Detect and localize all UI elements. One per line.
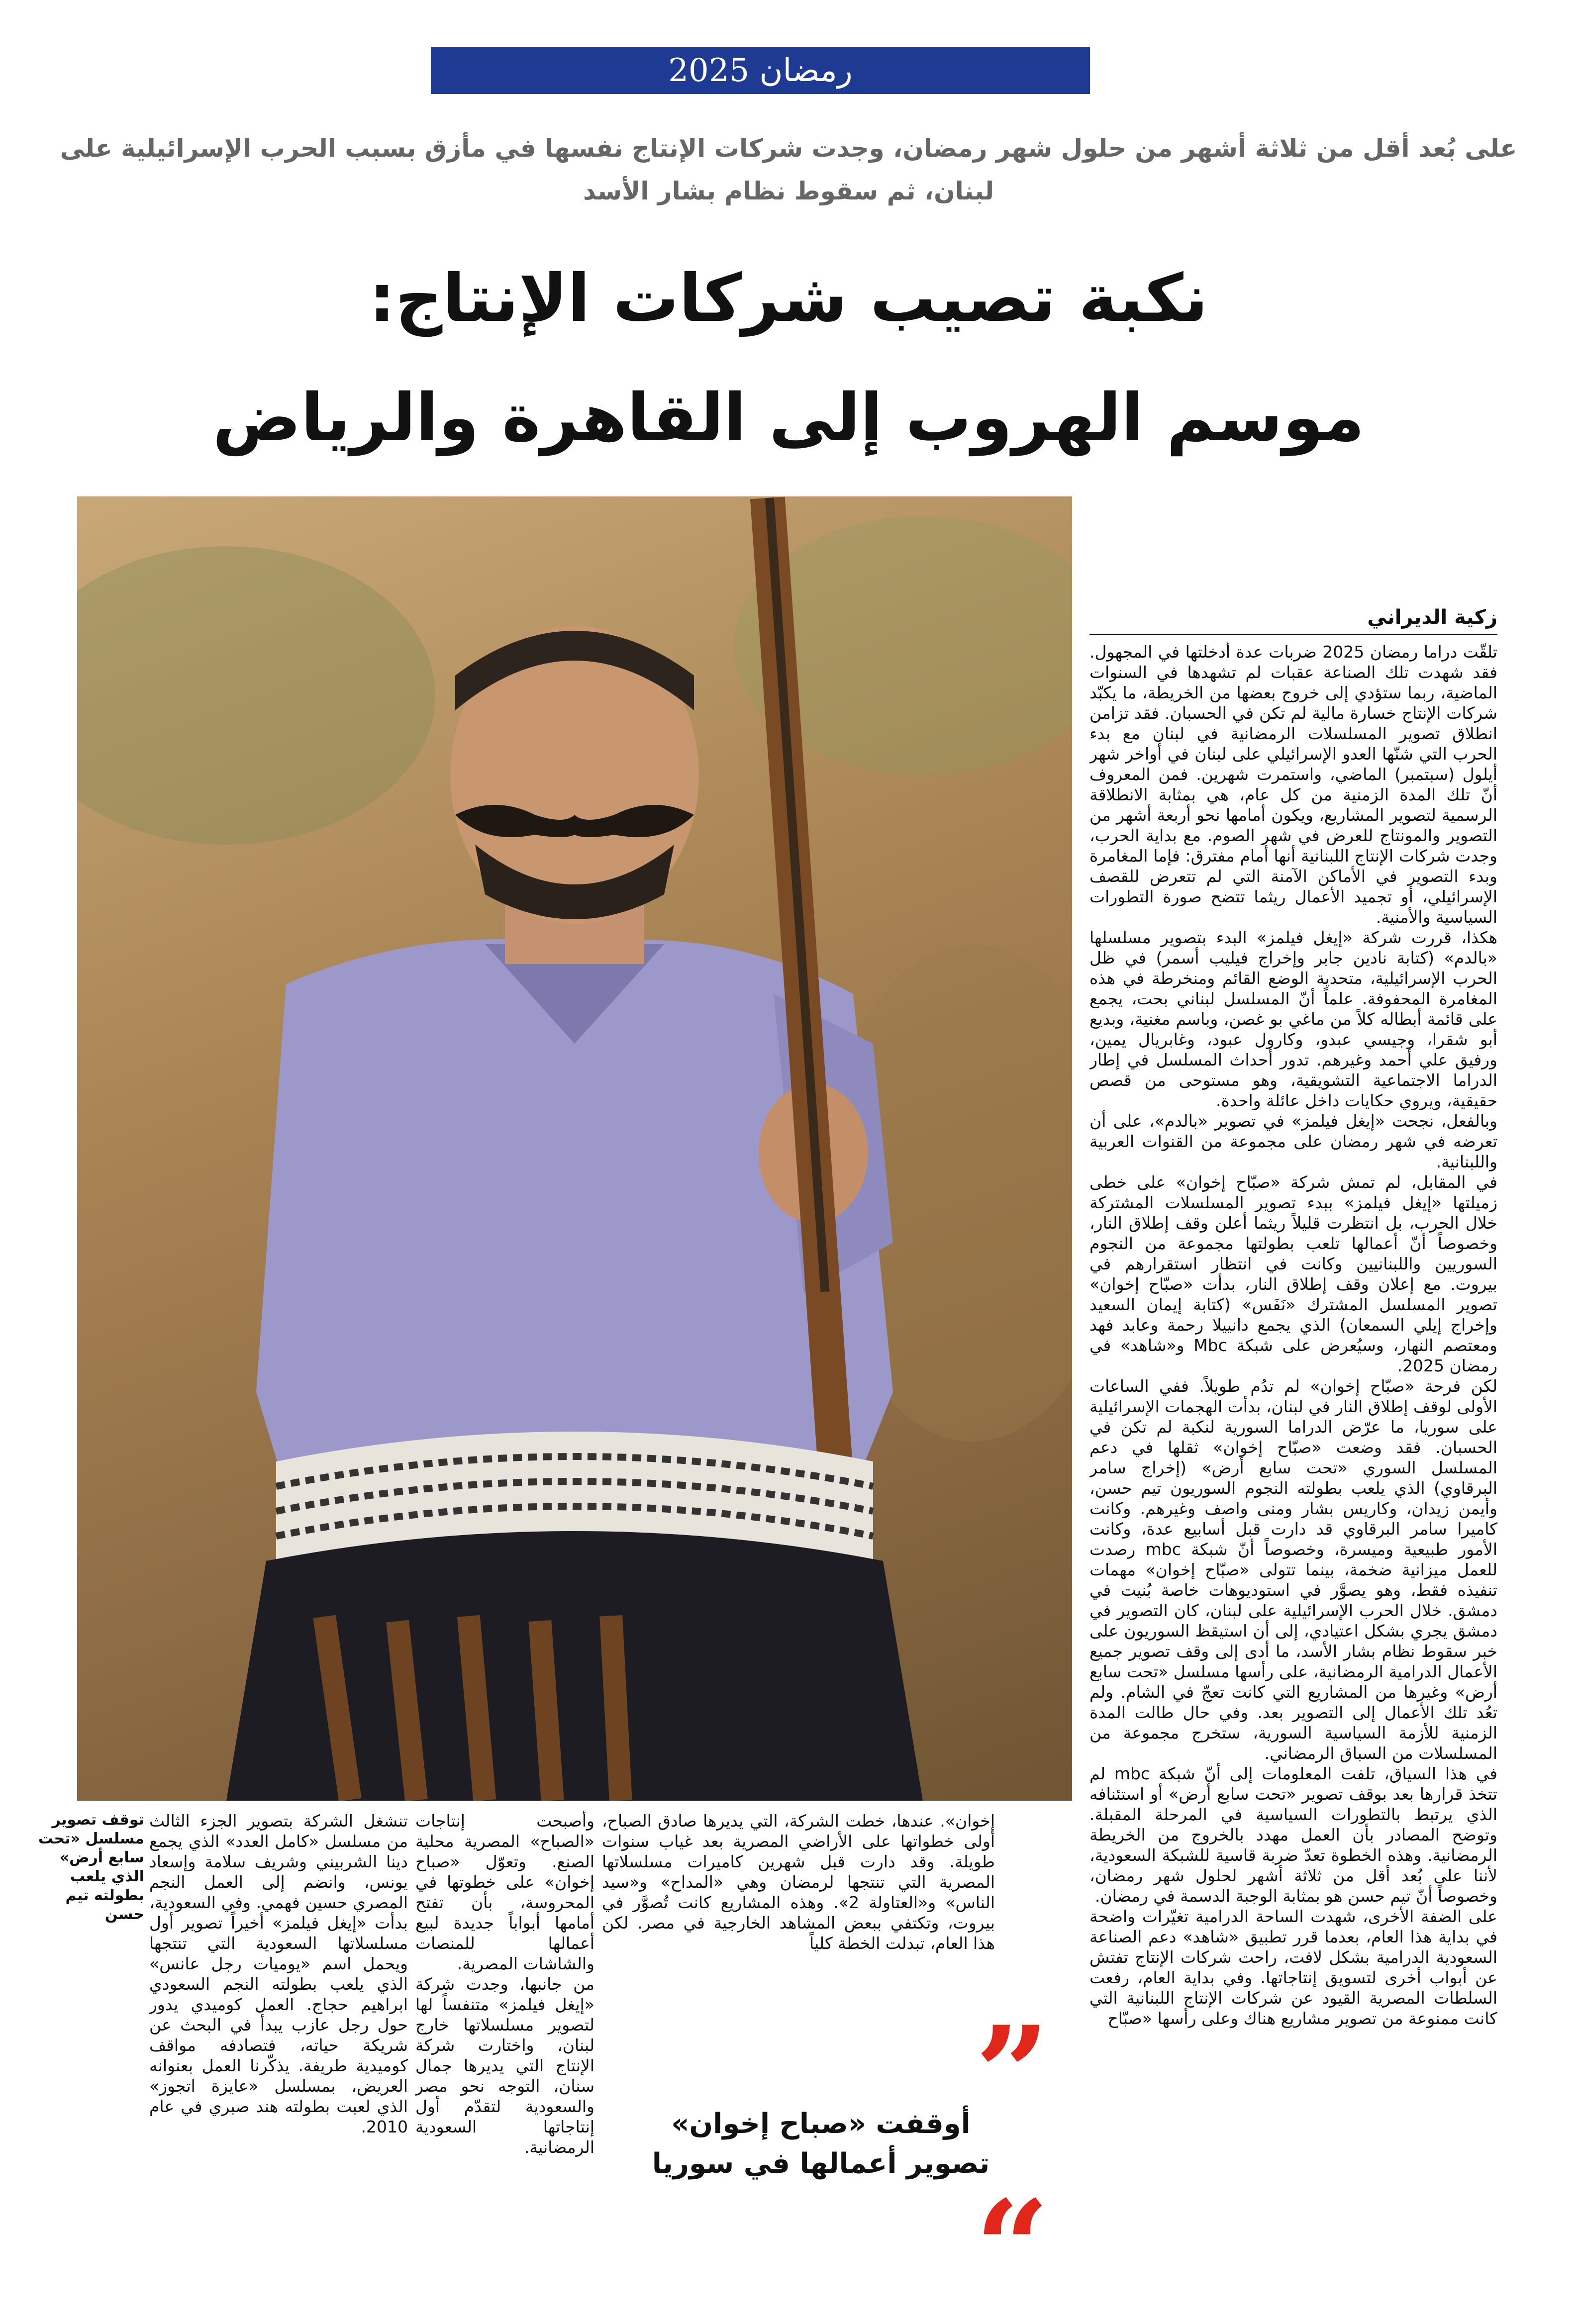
quote-close-icon: “ <box>975 2172 1050 2324</box>
paragraph: تلقّت دراما رمضان 2025 ضربات عدة أدخلتها في المجهول. فقد شهدت تلك الصناعة عقبات لم تشهدها في السنوات الماضية، ربما ستؤدي إلى خروج بعضها من الخريطة، ما يكبّد شركات الإنتاج خسارة مالية لم تكن في الحسبان. فقد تزامن انطلاق تصوير المسلسلات الرمضانية في لبنان مع بدء الحرب التي شنّها العدو الإسرائيلي على لبنان في أواخر شهر أيلول (سبتمبر) الماضي، واستمرت شهرين. فمن المعروف أنّ تلك المدة الزمنية من كل عام، هي بمثابة الانطلاقة الرسمية لتصوير المشاريع، ويكون أمامها نحو أربعة أشهر من التصوير والمونتاج للعرض في شهر الصوم. مع بداية الحرب، وجدت شركات الإنتاج اللبنانية أنها أمام مفترق: فإما المغامرة وبدء التصوير في الأماكن الآمنة التي لم تتعرض للقصف الإسرائيلي، أو تجميد الأعمال ريثما تتضح صورة التطورات السياسية والأمنية. <box>1089 642 1497 927</box>
article-column-main <box>1089 642 1497 2253</box>
headline-line-2: موسم الهروب إلى القاهرة والرياض <box>212 380 1365 456</box>
man-with-rifles-illustration <box>77 496 1072 1801</box>
article-column-bottom-3 <box>149 1811 408 2258</box>
paragraph: في هذا السياق، تلفت المعلومات إلى أنّ شبكة mbc لم تتخذ قرارها بعد بوقف تصوير «تحت سابع أرض» أو استئنافه الذي يرتبط بالتطورات السياسية في المرحلة المقبلة. وتوضح المصادر بأن العمل مهدد بالخروج من الخريطة الرمضانية. وهذه الخطوة تعدّ ضربة قاسية للشبكة السعودية، لأننا على بُعد أقل من ثلاثة أشهر لحلول شهر رمضان، وخصوصاً أنّ تيم حسن هو بمثابة الوجبة الدسمة في رمضان. <box>1089 1764 1497 1906</box>
headline-line-1: نكبة تصيب شركات الإنتاج: <box>369 260 1208 337</box>
article-column-bottom-1 <box>602 1811 995 2010</box>
paragraph: إخوان». عندها، خطت الشركة، التي يديرها صادق الصباح، أولى خطواتها على الأراضي المصرية بعد غياب سنوات طويلة. وقد دارت قبل شهرين كاميرات مسلسلاتها المصرية التي تنتجها لرمضان وهي «المداح» و«سيد الناس» و«العتاولة 2». وهذه المشاريع كانت تُصوَّر في بيروت، وتكتفي ببعض المشاهد الخارجية في مصر. لكن هذا العام، تبدلت الخطة كلياً <box>602 1811 995 1953</box>
article-headline <box>60 239 1517 478</box>
byline: زكية الديراني <box>1089 606 1497 635</box>
article-photo <box>77 496 1072 1801</box>
paragraph: من جانبها، وجدت شركة «إيغل فيلمز» متنفساً لها لتصوير مسلسلاتها خارج لبنان، واختارت شركة الإنتاج التي يديرها جمال سنان، التوجه نحو مصر والسعودية لتقدّم أول إنتاجاتها السعودية الرمضانية. <box>415 1974 594 2157</box>
article-column-bottom-2 <box>415 1811 594 2258</box>
paragraph: على الضفة الأخرى، شهدت الساحة الدرامية تغيّرات واضحة في بداية هذا العام، بعدما قرر تطبيق «شاهد» دعم الصناعة السعودية الدرامية بشكل لافت، راحت شركات الإنتاج تفتش عن أبواب أخرى لتسويق إنتاجاتها. وفي بداية العام، رفعت السلطات المصرية القيود عن شركات الإنتاج اللبنانية التي كانت ممنوعة من تصوير مشاريع هناك وعلى رأسها «صبّاح <box>1089 1907 1497 2028</box>
quote-open-icon: ” <box>975 1998 1050 2150</box>
paragraph: في المقابل، لم تمش شركة «صبّاح إخوان» على خطى زميلتها «إيغل فيلمز» ببدء تصوير المسلسلات المشتركة خلال الحرب، بل انتظرت قليلاً ريثما أعلن وقف إطلاق النار، وخصوصاً أنّ أعمالها تلعب بطولتها مجموعة من النجوم السوريين واللبنانيين وكانت في انتظار استقرارهم في بيروت. مع إعلان وقف إطلاق النار، بدأت «صبّاح إخوان» تصوير المسلسل المشترك «نَفَس» (كتابة إيمان السعيد وإخراج إيلي السمعان) الذي يجمع دانييلا رحمة وعابد فهد ومعتصم النهار، وسيُعرض على شبكة Mbc و«شاهد» في رمضان 2025. <box>1089 1172 1497 1375</box>
paragraph: وبالفعل، نجحت «إيغل فيلمز» في تصوير «بالدم»، على أن تعرضه في شهر رمضان على مجموعة من القنوات العربية واللبنانية. <box>1089 1111 1497 1171</box>
paragraph: هكذا، قررت شركة «إيغل فيلمز» البدء بتصوير مسلسلها «بالدم» (كتابة نادين جابر وإخراج فيليب أسمر) في ظل الحرب الإسرائيلية، متحدية الوضع القائم ومنخرطة في هذه المغامرة المحفوفة. علماً أنّ المسلسل لبناني بحت، يجمع على قائمة أبطاله كلاً من ماغي بو غصن، وباسم مغنية، وبديع أبو شقرا، وجيسي عبدو، وكارول عبود، وغابريال يمين، ورفيق علي أحمد وغيرهم. تدور أحداث المسلسل في إطار الدراما الاجتماعية التشويقية، وهو مستوحى من قصص حقيقية، ويروي حكايات داخل عائلة واحدة. <box>1089 928 1497 1110</box>
pull-quote: أوقفت «صباح إخوان» تصوير أعمالها في سوريا <box>652 2108 990 2180</box>
paragraph: لكن فرحة «صبّاح إخوان» لم تدُم طويلاً. ففي الساعات الأولى لوقف إطلاق النار في لبنان، بدأت الهجمات الإسرائيلية على سوريا، ما عرّض الدراما السورية لنكبة لم تكن في الحسبان. فقد وضعت «صبّاح إخوان» ثقلها في دعم المسلسل السوري «تحت سابع أرض» (إخراج سامر البرقاوي) الذي يلعب بطولته النجوم السوريون تيم حسن، وأيمن زيدان، وكاريس بشار ومنى واصف وغيرهم. وكانت كاميرا سامر البرقاوي قد دارت قبل أسابيع عدة، وكانت الأمور طبيعية وميسرة، وخصوصاً أنّ شبكة mbc رصدت للعمل ميزانية ضخمة، بينما تتولى «صبّاح إخوان» مهمات تنفيذه فقط، وهو يصوَّر في استوديوهات خاصة بُنيت في دمشق. خلال الحرب الإسرائيلية على لبنان، كان التصوير في دمشق يجري بشكل اعتيادي، إلى أن استيقظ السوريون على خبر سقوط نظام بشار الأسد، ما أدى إلى وقف تصوير جميع الأعمال الدرامية الرمضانية، على رأسها مسلسل «تحت سابع أرض» وغيرها من المشاريع التي كانت تعجّ في الشام. ولم تعُد تلك الأعمال إلى التصوير بعد. وفي حال طالت المدة الزمنية للأزمة السياسية السورية، ستخرج مجموعة من المسلسلات من السباق الرمضاني. <box>1089 1376 1497 1763</box>
photo-caption: توقف تصوير مسلسل «تحت سابع أرض» الذي يلعب بطولته تيم حسن <box>38 1811 144 1923</box>
section-banner: رمضان 2025 <box>431 47 1090 94</box>
paragraph: تنشغل الشركة بتصوير الجزء الثالث من مسلسل «كامل العدد» الذي يجمع دينا الشربيني وشريف سلامة وإسعاد يونس، وانضم إلى العمل النجم المصري حسين فهمي. وفي السعودية، بدأت «إيغل فيلمز» أخيراً تصوير أول مسلسلاتها السعودية التي تنتجها ويحمل اسم «يوميات رجل عانس» الذي يلعب بطولته النجم السعودي ابراهيم حجاج. العمل كوميدي يدور حول رجل عازب يبدأ في البحث عن شريكة حياته، فتصادفه مواقف كوميدية طريفة. يذكّرنا العمل بعنوانه العريض، بمسلسل «عايزة اتجوز» الذي لعبت بطولته هند صبري في عام 2010. <box>149 1811 408 2136</box>
article-kicker: على بُعد أقل من ثلاثة أشهر من حلول شهر رمضان، وجدت شركات الإنتاج نفسها في مأزق بسبب الحرب الإسرائيلية على لبنان، ثم سقوط نظام بشار الأسد <box>60 134 1517 205</box>
paragraph: وأصبحت إنتاجات «الصباح» المصرية محلية الصنع. وتعوّل «صباح إخوان» على خطوتها في المحروسة، بأن تفتح أمامها أبواباً جديدة لبيع أعمالها للمنصات والشاشات المصرية. <box>415 1811 594 1973</box>
